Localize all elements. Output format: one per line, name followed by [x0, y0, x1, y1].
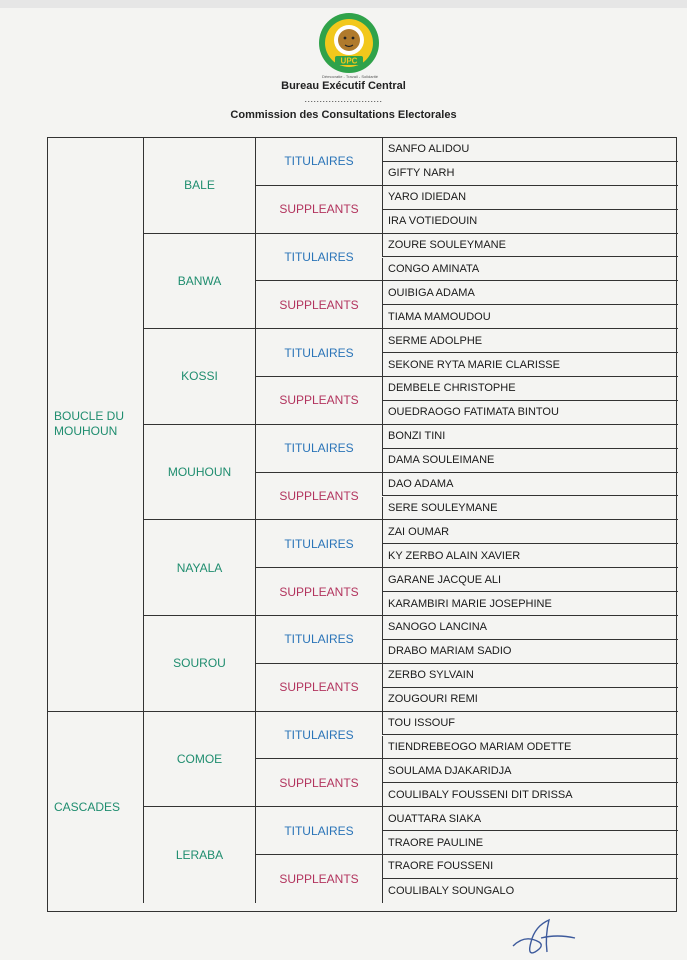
- candidate-name: IRA VOTIEDOUIN: [382, 210, 678, 234]
- candidate-name: SERME ADOLPHE: [382, 329, 678, 353]
- candidate-name: KY ZERBO ALAIN XAVIER: [382, 544, 678, 568]
- role-suppleants: SUPPLEANTS: [255, 377, 382, 425]
- candidate-name: COULIBALY SOUNGALO: [382, 879, 678, 903]
- candidate-name: TOU ISSOUF: [382, 712, 678, 736]
- candidate-name: BONZI TINI: [382, 425, 678, 449]
- candidate-name: DAO ADAMA: [382, 473, 678, 497]
- region-name: CASCADES: [54, 799, 121, 814]
- province-name: BALE: [143, 138, 255, 234]
- role-titulaires: TITULAIRES: [255, 138, 382, 186]
- province-name: COMOE: [143, 712, 255, 808]
- role-suppleants: SUPPLEANTS: [255, 855, 382, 903]
- commission-title: Commission des Consultations Electorales: [230, 109, 457, 121]
- province-name: LERABA: [143, 807, 255, 903]
- role-titulaires: TITULAIRES: [255, 425, 382, 473]
- bureau-title: Bureau Exécutif Central: [281, 80, 406, 92]
- candidate-name: KARAMBIRI MARIE JOSEPHINE: [382, 592, 678, 616]
- candidates-table: [47, 137, 677, 912]
- candidate-name: SANFO ALIDOU: [382, 138, 678, 162]
- candidate-name: SEKONE RYTA MARIE CLARISSE: [382, 353, 678, 377]
- signature: [505, 912, 595, 960]
- province-name: MOUHOUN: [143, 425, 255, 521]
- role-titulaires: TITULAIRES: [255, 616, 382, 664]
- role-titulaires: TITULAIRES: [255, 329, 382, 377]
- candidate-name: GARANE JACQUE ALI: [382, 568, 678, 592]
- province-name: KOSSI: [143, 329, 255, 425]
- role-suppleants: SUPPLEANTS: [255, 759, 382, 807]
- candidate-name: DAMA SOULEIMANE: [382, 449, 678, 473]
- top-strip: [0, 0, 687, 8]
- role-suppleants: SUPPLEANTS: [255, 664, 382, 712]
- candidate-name: ZAI OUMAR: [382, 520, 678, 544]
- candidate-name: ZERBO SYLVAIN: [382, 664, 678, 688]
- role-suppleants: SUPPLEANTS: [255, 186, 382, 234]
- logo-text: UPC: [340, 56, 358, 66]
- candidate-name: CONGO AMINATA: [382, 258, 678, 282]
- candidate-name: OUATTARA SIAKA: [382, 807, 678, 831]
- candidate-name: COULIBALY FOUSSENI DIT DRISSA: [382, 783, 678, 807]
- candidate-name: YARO IDIEDAN: [382, 186, 678, 210]
- candidate-name: OUEDRAOGO FATIMATA BINTOU: [382, 401, 678, 425]
- logo-motto: Démocratie - Travail - Solidarité: [321, 74, 379, 79]
- province-name: BANWA: [143, 234, 255, 330]
- candidate-name: ZOURE SOULEYMANE: [382, 234, 678, 258]
- candidate-name: TIENDREBEOGO MARIAM ODETTE: [382, 736, 678, 760]
- role-titulaires: TITULAIRES: [255, 234, 382, 282]
- title-separator: ..........................: [304, 94, 383, 104]
- role-titulaires: TITULAIRES: [255, 712, 382, 760]
- role-suppleants: SUPPLEANTS: [255, 281, 382, 329]
- province-name: SOUROU: [143, 616, 255, 712]
- candidate-name: TIAMA MAMOUDOU: [382, 305, 678, 329]
- candidate-name: ZOUGOURI REMI: [382, 688, 678, 712]
- candidate-name: TRAORE FOUSSENI: [382, 855, 678, 879]
- role-titulaires: TITULAIRES: [255, 807, 382, 855]
- candidate-name: SANOGO LANCINA: [382, 616, 678, 640]
- candidate-name: DRABO MARIAM SADIO: [382, 640, 678, 664]
- region-name: BOUCLE DU MOUHOUN: [48, 138, 143, 712]
- candidate-name: DEMBELE CHRISTOPHE: [382, 377, 678, 401]
- candidate-name: OUIBIGA ADAMA: [382, 281, 678, 305]
- candidate-name: SOULAMA DJAKARIDJA: [382, 759, 678, 783]
- candidate-name: SERE SOULEYMANE: [382, 497, 678, 521]
- province-name: NAYALA: [143, 520, 255, 616]
- candidate-name: TRAORE PAULINE: [382, 831, 678, 855]
- candidate-name: GIFTY NARH: [382, 162, 678, 186]
- role-suppleants: SUPPLEANTS: [255, 568, 382, 616]
- role-titulaires: TITULAIRES: [255, 520, 382, 568]
- role-suppleants: SUPPLEANTS: [255, 473, 382, 521]
- upc-logo: [318, 12, 380, 74]
